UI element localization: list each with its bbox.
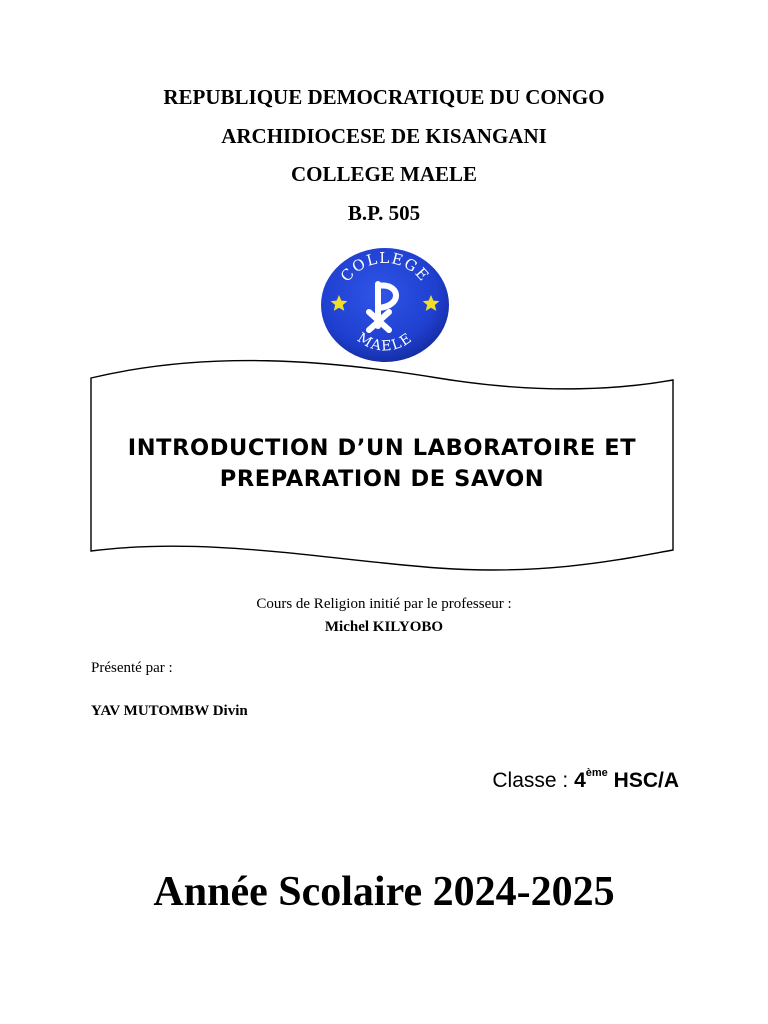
header-country: REPUBLIQUE DEMOCRATIQUE DU CONGO [163, 85, 605, 109]
class-number: 4 [574, 769, 586, 792]
class-label: Classe : [492, 769, 575, 792]
presented-by-label: Présenté par : [91, 660, 173, 676]
course-description: Cours de Religion initié par le professeur : [256, 596, 512, 612]
header-school: COLLEGE MAELE [290, 162, 478, 186]
class-group: HSC/A [607, 769, 679, 792]
class-number-suffix: ème [585, 767, 608, 779]
header-postal-box: B.P. 505 [347, 201, 421, 225]
logo-top-text: COLLEGE [336, 248, 434, 286]
title-line-2: PREPARATION DE SAVON [219, 466, 545, 492]
school-year: Année Scolaire 2024-2025 [153, 869, 615, 915]
class-info [492, 769, 679, 793]
header-diocese: ARCHIDIOCESE DE KISANGANI [221, 124, 547, 148]
document-title [90, 433, 674, 495]
title-line-1: INTRODUCTION D’UN LABORATOIRE ET [127, 435, 637, 461]
student-name: YAV MUTOMBW Divin [91, 703, 248, 719]
logo-bottom-text: MAELE [354, 329, 416, 355]
professor-name: Michel KILYOBO [324, 619, 444, 635]
college-maele-logo [316, 246, 454, 364]
